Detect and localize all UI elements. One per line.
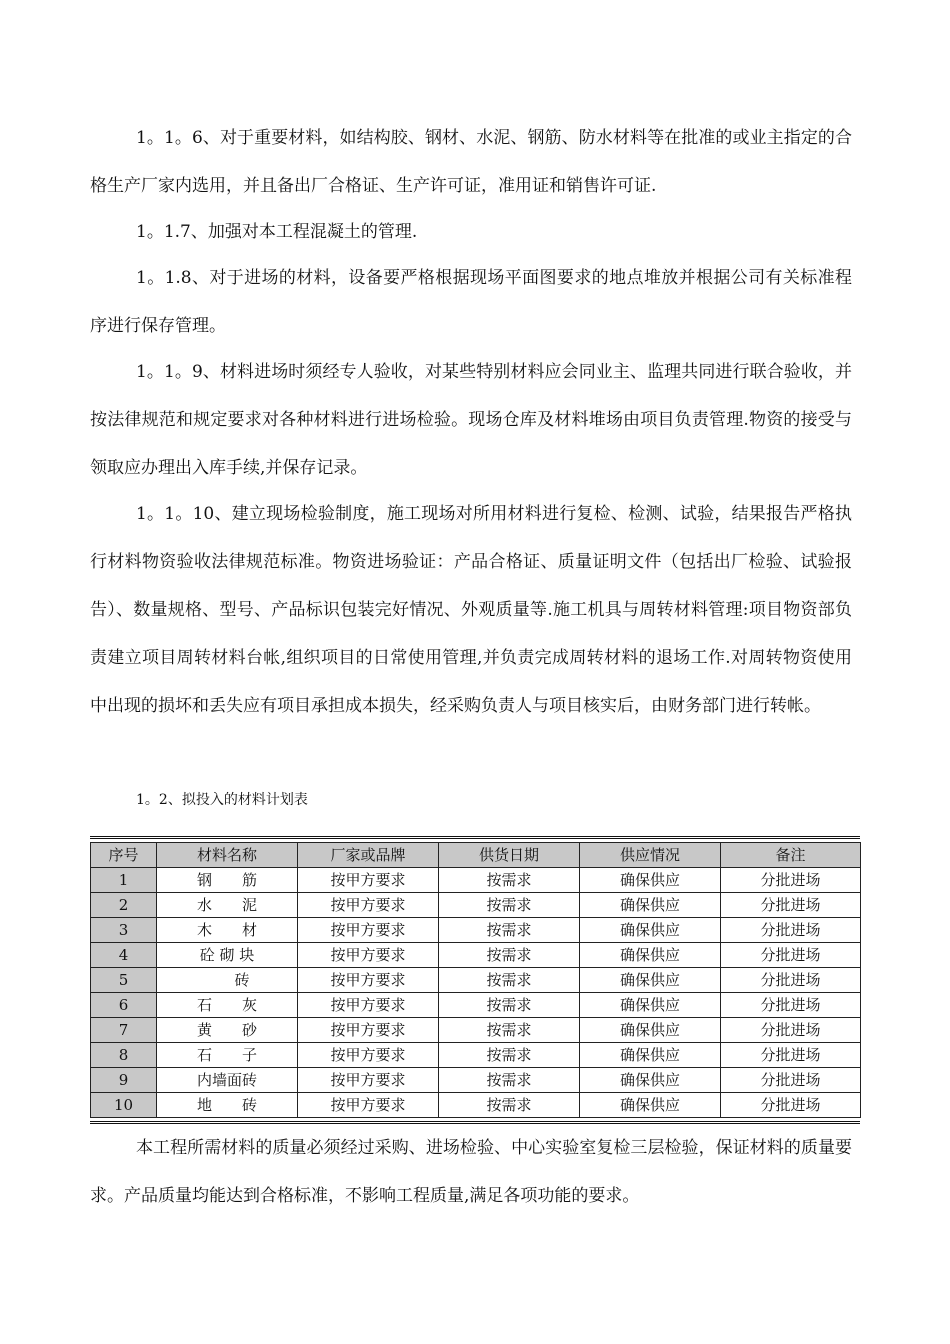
table-row (91, 1043, 861, 1068)
header-cell: 材料名称 (157, 843, 298, 868)
table-cell: 按甲方要求 (298, 1068, 439, 1093)
table-cell: 按需求 (439, 918, 580, 943)
table-row (91, 943, 861, 968)
table-cell: 按需求 (439, 943, 580, 968)
table-cell: 砼 砌 块 (157, 943, 298, 968)
table-cell: 确保供应 (580, 993, 721, 1018)
table-row (91, 918, 861, 943)
table-cell: 确保供应 (580, 868, 721, 893)
table-cell: 9 (91, 1068, 157, 1093)
table-row (91, 893, 861, 918)
table-cell: 按甲方要求 (298, 1093, 439, 1118)
table-cell: 按甲方要求 (298, 968, 439, 993)
table-cell: 确保供应 (580, 893, 721, 918)
table-cell: 按需求 (439, 1018, 580, 1043)
table-cell: 4 (91, 943, 157, 968)
table-row (91, 1018, 861, 1043)
table-cell: 按需求 (439, 868, 580, 893)
table-row (91, 1068, 861, 1093)
materials-plan-table (90, 842, 861, 1118)
table-cell: 按甲方要求 (298, 943, 439, 968)
table-cell: 按需求 (439, 1043, 580, 1068)
paragraph-1-1-7: 1。1.7、加强对本工程混凝土的管理. (136, 222, 418, 242)
table-cell: 分批进场 (721, 1068, 861, 1093)
materials-table-frame (90, 836, 860, 1124)
table-cell: 2 (91, 893, 157, 918)
closing-paragraph: 本工程所需材料的质量必须经过采购、进场检验、中心实验室复检三层检验，保证材料的质量要求。产品质量均能达到合格标准，不影响工程质量,满足各项功能的要求。 (90, 1138, 852, 1206)
table-cell: 按需求 (439, 893, 580, 918)
table-cell: 分批进场 (721, 993, 861, 1018)
header-cell: 供货日期 (439, 843, 580, 868)
table-cell: 确保供应 (580, 968, 721, 993)
header-cell: 厂家或品牌 (298, 843, 439, 868)
table-cell: 分批进场 (721, 1018, 861, 1043)
table-cell: 分批进场 (721, 868, 861, 893)
table-cell: 按需求 (439, 1068, 580, 1093)
table-cell: 按甲方要求 (298, 893, 439, 918)
table-cell: 石 灰 (157, 993, 298, 1018)
table-row (91, 1093, 861, 1118)
table-cell: 确保供应 (580, 1043, 721, 1068)
table-cell: 木 材 (157, 918, 298, 943)
table-cell: 内墙面砖 (157, 1068, 298, 1093)
table-cell: 分批进场 (721, 943, 861, 968)
table-cell: 水 泥 (157, 893, 298, 918)
table-row (91, 968, 861, 993)
table-cell: 确保供应 (580, 1093, 721, 1118)
table-cell: 确保供应 (580, 943, 721, 968)
table-cell: 8 (91, 1043, 157, 1068)
table-cell: 分批进场 (721, 893, 861, 918)
table-caption: 1。2、拟投入的材料计划表 (136, 792, 308, 808)
table-cell: 10 (91, 1093, 157, 1118)
paragraph-1-1-6: 1。1。6、对于重要材料，如结构胶、钢材、水泥、钢筋、防水材料等在批准的或业主指定的合格生产厂家内选用，并且备出厂合格证、生产许可证，准用证和销售许可证. (90, 128, 852, 196)
header-cell: 供应情况 (580, 843, 721, 868)
table-cell: 分批进场 (721, 968, 861, 993)
table-cell: 按需求 (439, 1093, 580, 1118)
table-cell: 分批进场 (721, 1043, 861, 1068)
table-cell: 按甲方要求 (298, 918, 439, 943)
table-cell: 钢 筋 (157, 868, 298, 893)
table-cell: 黄 砂 (157, 1018, 298, 1043)
table-cell: 确保供应 (580, 918, 721, 943)
table-cell: 按需求 (439, 968, 580, 993)
paragraph-1-1-9: 1。1。9、材料进场时须经专人验收，对某些特别材料应会同业主、监理共同进行联合验收，并按法律规范和规定要求对各种材料进行进场检验。现场仓库及材料堆场由项目负责管理.物资的接受与领取应办理出入库手续,并保存记录。 (90, 362, 852, 478)
table-cell: 3 (91, 918, 157, 943)
table-row (91, 868, 861, 893)
table-cell: 石 子 (157, 1043, 298, 1068)
table-cell: 分批进场 (721, 918, 861, 943)
table-cell: 5 (91, 968, 157, 993)
table-cell: 按甲方要求 (298, 993, 439, 1018)
table-cell: 按甲方要求 (298, 868, 439, 893)
table-cell: 按需求 (439, 993, 580, 1018)
table-cell: 确保供应 (580, 1068, 721, 1093)
table-cell: 按甲方要求 (298, 1018, 439, 1043)
table-cell: 分批进场 (721, 1093, 861, 1118)
paragraph-1-1-10: 1。1。10、建立现场检验制度，施工现场对所用材料进行复检、检测、试验，结果报告严格执行材料物资验收法律规范标准。物资进场验证：产品合格证、质量证明文件（包括出厂检验、试验报告）、数量规格、型号、产品标识包装完好情况、外观质量等.施工机具与周转材料管理:项目物资部负责建立项目周转材料台帐,组织项目的日常使用管理,并负责完成周转材料的退场工作.对周转物资使用中出现的损坏和丢失应有项目承担成本损失，经采购负责人与项目核实后，由财务部门进行转帐。 (90, 504, 852, 716)
table-cell: 砖 (157, 968, 298, 993)
table-cell: 地 砖 (157, 1093, 298, 1118)
table-cell: 1 (91, 868, 157, 893)
table-cell: 6 (91, 993, 157, 1018)
header-cell: 序号 (91, 843, 157, 868)
table-cell: 确保供应 (580, 1018, 721, 1043)
paragraph-1-1-8: 1。1.8、对于进场的材料，设备要严格根据现场平面图要求的地点堆放并根据公司有关标准程序进行保存管理。 (90, 268, 852, 336)
table-body (91, 868, 861, 1118)
table-header-row (91, 843, 861, 868)
header-cell: 备注 (721, 843, 861, 868)
table-cell: 7 (91, 1018, 157, 1043)
table-cell: 按甲方要求 (298, 1043, 439, 1068)
table-row (91, 993, 861, 1018)
